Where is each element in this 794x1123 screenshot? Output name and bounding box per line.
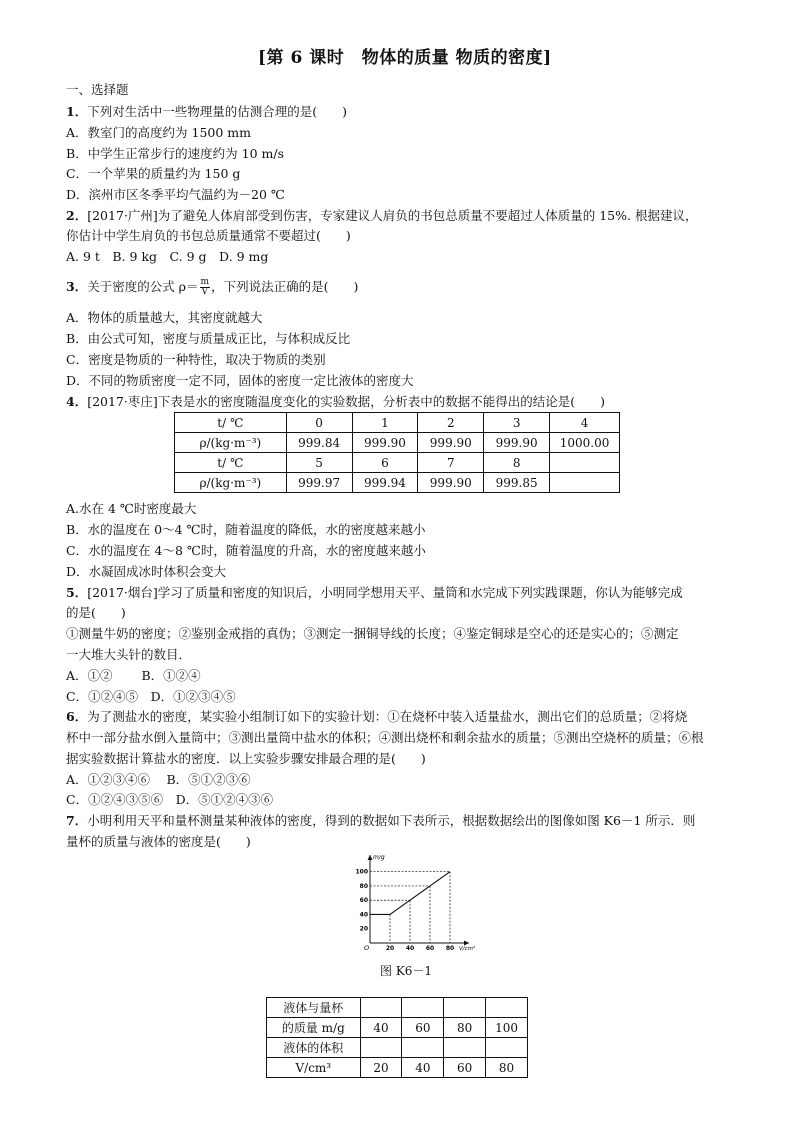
option-a: A．教室门的高度约为 1500 mm — [66, 125, 251, 140]
question-2 — [66, 208, 697, 224]
y-tick-label: 80 — [359, 882, 368, 890]
table-cell: 80 — [486, 1058, 528, 1078]
y-tick-label: 40 — [359, 911, 368, 919]
table-row — [267, 1058, 528, 1078]
question-7 — [66, 813, 695, 829]
question-6 — [66, 709, 687, 725]
section-heading: 一、选择题 — [66, 82, 129, 97]
table-cell: 999.97 — [286, 473, 352, 493]
x-tick-label: 80 — [445, 945, 455, 952]
question-stem: 下列对生活中一些物理量的估测合理的是( ) — [87, 104, 347, 119]
x-axis-label: V/cm³ — [459, 946, 476, 952]
table-cell: 999.85 — [484, 473, 550, 493]
question-1 — [66, 104, 347, 120]
figure-caption: 图 K6－1 — [380, 964, 433, 978]
y-tick-label: 60 — [359, 897, 368, 905]
question-stem-line2: 量杯的质量与液体的密度是( ) — [66, 834, 251, 849]
table-cell: 20 — [360, 1058, 402, 1078]
table-row — [267, 998, 528, 1018]
table-cell: 999.90 — [484, 433, 550, 453]
table-cell: 60 — [444, 1058, 486, 1078]
option-d: D．滨州市区冬季平均气温约为－20 ℃ — [66, 187, 285, 202]
option-b: B．中学生正常步行的速度约为 10 m/s — [66, 146, 285, 161]
question-stem-line1: 小明利用天平和量杯测量某种液体的密度，得到的数据如下表所示，根据数据绘出的图像如图 K6－1 所示．则 — [87, 813, 696, 828]
question-stem-line4: 一大堆大头针的数目． — [66, 647, 192, 662]
table-cell: 999.94 — [352, 473, 418, 493]
x-tick-label: 40 — [405, 945, 415, 952]
table-cell: 4 — [550, 413, 620, 433]
question-stem: [2017·枣庄]下表是水的密度随温度变化的实验数据，分析表中的数据不能得出的结论是( ) — [87, 394, 605, 409]
option-d: D．水凝固成冰时体积会变大 — [66, 564, 227, 579]
table-cell: 100 — [486, 1018, 528, 1038]
table-row — [267, 1018, 528, 1038]
table-cell: t/ ℃ — [175, 413, 287, 433]
table-row — [175, 473, 620, 493]
question-number: 2． — [66, 208, 88, 223]
question-number: 5． — [66, 585, 88, 600]
table-cell: 的质量 m/g — [267, 1018, 361, 1038]
table-cell — [550, 473, 620, 493]
options-cd: C．①②④③⑤⑥ D．⑤①②④③⑥ — [66, 792, 274, 807]
question-number: 4． — [66, 394, 88, 409]
option-c: C．一个苹果的质量约为 150 g — [66, 166, 241, 181]
question-number: 7． — [66, 813, 88, 828]
table-cell: 液体的体积 — [267, 1038, 361, 1058]
option-a: A．物体的质量越大，其密度就越大 — [66, 310, 263, 325]
x-tick-label: 60 — [425, 945, 435, 952]
table-cell — [444, 1038, 486, 1058]
table-cell — [444, 998, 486, 1018]
mass-volume-graph — [340, 855, 480, 955]
option-b: B．由公式可知，密度与质量成正比，与体积成反比 — [66, 331, 351, 346]
option-c: C．密度是物质的一种特性，取决于物质的类别 — [66, 352, 326, 367]
table-cell: 60 — [402, 1018, 444, 1038]
table-cell — [360, 998, 402, 1018]
fraction-denominator: V — [201, 287, 209, 297]
table-cell: ρ/(kg·m⁻³) — [175, 433, 287, 453]
option-d: D．不同的物质密度一定不同，固体的密度一定比液体的密度大 — [66, 373, 414, 388]
options-ab: A．①② B．①②④ — [66, 668, 201, 683]
question-stem-pre: 关于密度的公式 ρ＝ — [87, 279, 199, 294]
table-cell: 999.90 — [418, 433, 484, 453]
option-c: C．水的温度在 4～8 ℃时，随着温度的升高，水的密度越来越小 — [66, 543, 426, 558]
question-stem-line3: ①测量牛奶的密度；②鉴别金戒指的真伪；③测定一捆铜导线的长度；④鉴定铜球是空心的还是实心的；⑤测定 — [66, 626, 679, 641]
y-tick-label: 20 — [359, 925, 368, 933]
table-cell — [402, 998, 444, 1018]
table-cell — [550, 453, 620, 473]
table-cell: 5 — [286, 453, 352, 473]
options: A. 9 t B. 9 kg C. 9 g D. 9 mg — [66, 249, 269, 264]
y-tick-label: 100 — [355, 868, 368, 876]
density-fraction — [200, 278, 211, 297]
table-cell: ρ/(kg·m⁻³) — [175, 473, 287, 493]
table-cell: V/cm³ — [267, 1058, 361, 1078]
x-tick-label: 20 — [385, 945, 395, 952]
question-stem-line1: [2017·烟台]学习了质量和密度的知识后，小明同学想用天平、量筒和水完成下列实践课题，你认为能够完成 — [87, 585, 683, 600]
table-cell: 40 — [402, 1058, 444, 1078]
question-stem-line2: 的是( ) — [66, 605, 126, 620]
question-stem-line1: 为了测盐水的密度，某实验小组制订如下的实验计划：①在烧杯中装入适量盐水，测出它们的总质量；②将烧 — [87, 709, 688, 724]
table-cell — [486, 1038, 528, 1058]
question-stem-line3: 据实验数据计算盐水的密度．以上实验步骤安排最合理的是( ) — [66, 751, 426, 766]
question-stem-post: ，下列说法正确的是( ) — [211, 279, 359, 294]
table-cell: 40 — [360, 1018, 402, 1038]
table-row — [175, 413, 620, 433]
table-cell — [402, 1038, 444, 1058]
table-cell: 液体与量杯 — [267, 998, 361, 1018]
table-cell: 6 — [352, 453, 418, 473]
table-cell: 3 — [484, 413, 550, 433]
question-stem-line1: [2017·广州]为了避免人体肩部受到伤害，专家建议人肩负的书包总质量不要超过人体质量的 15%. 根据建议， — [87, 208, 698, 223]
table-row — [175, 433, 620, 453]
question-stem-line2: 你估计中学生肩负的书包总质量通常不要超过( ) — [66, 228, 351, 243]
origin-label: O — [364, 944, 370, 952]
table-row — [175, 453, 620, 473]
question-5 — [66, 585, 683, 601]
y-axis-arrow — [368, 855, 373, 860]
page-title: [第 6 课时 物体的质量 物质的密度] — [258, 48, 552, 68]
y-axis-label: m/g — [373, 855, 385, 861]
question-number: 3． — [66, 279, 88, 294]
water-density-table — [174, 412, 620, 493]
question-number: 6． — [66, 709, 88, 724]
options-cd: C．①②④⑤ D．①②③④⑤ — [66, 689, 236, 704]
question-number: 1． — [66, 104, 88, 119]
question-3 — [66, 276, 358, 298]
table-cell: 2 — [418, 413, 484, 433]
table-cell: 0 — [286, 413, 352, 433]
table-cell: t/ ℃ — [175, 453, 287, 473]
question-4 — [66, 394, 605, 410]
options-ab: A．①②③④⑥ B．⑤①②③⑥ — [66, 772, 251, 787]
table-cell: 8 — [484, 453, 550, 473]
table-cell — [360, 1038, 402, 1058]
question-stem-line2: 杯中一部分盐水倒入量筒中；③测出量筒中盐水的体积；④测出烧杯和剩余盐水的质量；⑤测出空烧杯的质量；⑥根 — [66, 730, 704, 745]
option-b: B．水的温度在 0～4 ℃时，随着温度的降低，水的密度越来越小 — [66, 522, 426, 537]
table-row — [267, 1038, 528, 1058]
table-cell: 7 — [418, 453, 484, 473]
fraction-numerator: m — [200, 277, 210, 287]
table-cell: 999.90 — [352, 433, 418, 453]
table-cell: 1 — [352, 413, 418, 433]
option-a: A.水在 4 ℃时密度最大 — [66, 501, 197, 516]
table-cell: 80 — [444, 1018, 486, 1038]
table-cell — [486, 998, 528, 1018]
liquid-data-table — [266, 997, 528, 1078]
table-cell: 999.90 — [418, 473, 484, 493]
table-cell: 999.84 — [286, 433, 352, 453]
x-axis-arrow — [464, 941, 469, 946]
table-cell: 1000.00 — [550, 433, 620, 453]
